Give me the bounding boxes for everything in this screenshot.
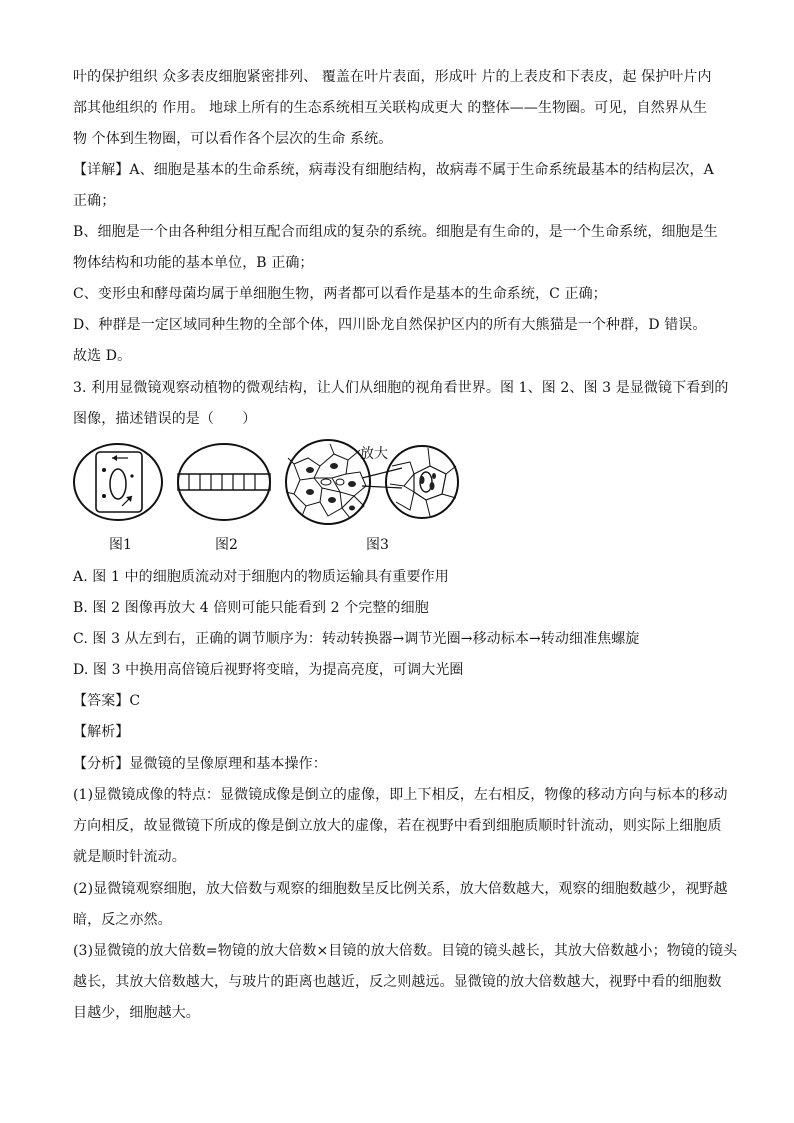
text-line: D、种群是一定区域同种生物的全部个体，四川卧龙自然保护区内的所有大熊猫是一个种群，D 错误。: [73, 317, 707, 333]
figure3-label: 图3: [366, 537, 389, 553]
analysis-line: (2)显微镜观察细胞，放大倍数与观察的细胞数呈反比例关系，放大倍数越大，观察的细胞数越少，视野越: [73, 881, 728, 897]
text-line: 故选 D。: [73, 348, 132, 364]
figure3-high-power-field: [386, 446, 458, 518]
text-line: 部其他组织的 作用。 地球上所有的生态系统相互关联构成更大 的整体——生物圈。可见，自然界从生: [73, 100, 708, 116]
detail-line: 【详解】A、细胞是基本的生命系统，病毒没有细胞结构，故病毒不属于生命系统最基本的结构层次，A: [73, 162, 714, 178]
analysis-title: 【解析】: [73, 724, 130, 740]
answer: 【答案】C: [73, 693, 141, 709]
text-line: 物体结构和功能的基本单位，B 正确；: [73, 255, 314, 271]
microscope-figure: [70, 436, 490, 556]
analysis-line: 越长，其放大倍数越大，与玻片的距离也越近，反之则越远。显微镜的放大倍数越大，视野中看的细胞数: [73, 974, 722, 990]
question-stem: 图像，描述错误的是（ ）: [73, 411, 257, 427]
figure1-label: 图1: [109, 537, 132, 553]
magnify-label: 放大: [360, 446, 388, 462]
option-d: D. 图 3 中换用高倍镜后视野将变暗，为提高亮度，可调大光圈: [73, 662, 464, 678]
text-line: 正确；: [73, 193, 116, 209]
text-line: C、变形虫和酵母菌均属于单细胞生物，两者都可以看作是基本的生命系统，C 正确；: [73, 286, 607, 302]
option-c: C. 图 3 从左到右，正确的调节顺序为：转动转换器→调节光圈→移动标本→转动细准焦螺旋: [73, 631, 640, 647]
question-stem: 3. 利用显微镜观察动植物的微观结构，让人们从细胞的视角看世界。图 1、图 2、图 3 是显微镜下看到的: [73, 380, 729, 396]
figure2-field: [178, 444, 270, 520]
analysis-line: 暗，反之亦然。: [73, 912, 172, 928]
analysis-line: 【分析】显微镜的呈像原理和基本操作：: [73, 756, 327, 772]
option-b: B. 图 2 图像再放大 4 倍则可能只能看到 2 个完整的细胞: [73, 600, 429, 616]
analysis-line: (3)显微镜的放大倍数=物镜的放大倍数×目镜的放大倍数。目镜的镜头越长，其放大倍数越小；物镜的镜头: [73, 943, 738, 959]
microscope-figure-svg: [70, 436, 490, 556]
option-a: A. 图 1 中的细胞质流动对于细胞内的物质运输具有重要作用: [73, 569, 449, 585]
analysis-line: (1)显微镜成像的特点：显微镜成像是倒立的虚像，即上下相反，左右相反，物像的移动方向与标本的移动: [73, 787, 728, 803]
text-line: B、细胞是一个由各种组分相互配合而组成的复杂的系统。细胞是有生命的，是一个生命系统，细胞是生: [73, 224, 718, 240]
text-line: 叶的保护组织 众多表皮细胞紧密排列、 覆盖在叶片表面，形成叶 片的上表皮和下表皮，起 保护叶片内: [73, 69, 712, 85]
analysis-line: 就是顺时针流动。: [73, 849, 186, 865]
text-line: 物 个体到生物圈，可以看作各个层次的生命 系统。: [73, 131, 393, 147]
analysis-line: 方向相反，故显微镜下所成的像是倒立放大的虚像，若在视野中看到细胞质顺时针流动，则实际上细胞质: [73, 818, 722, 834]
figure1-field: [74, 444, 162, 520]
figure2-label: 图2: [215, 537, 238, 553]
analysis-line: 目越少，细胞越大。: [73, 1005, 200, 1021]
figure3-low-power-field: [286, 440, 370, 524]
